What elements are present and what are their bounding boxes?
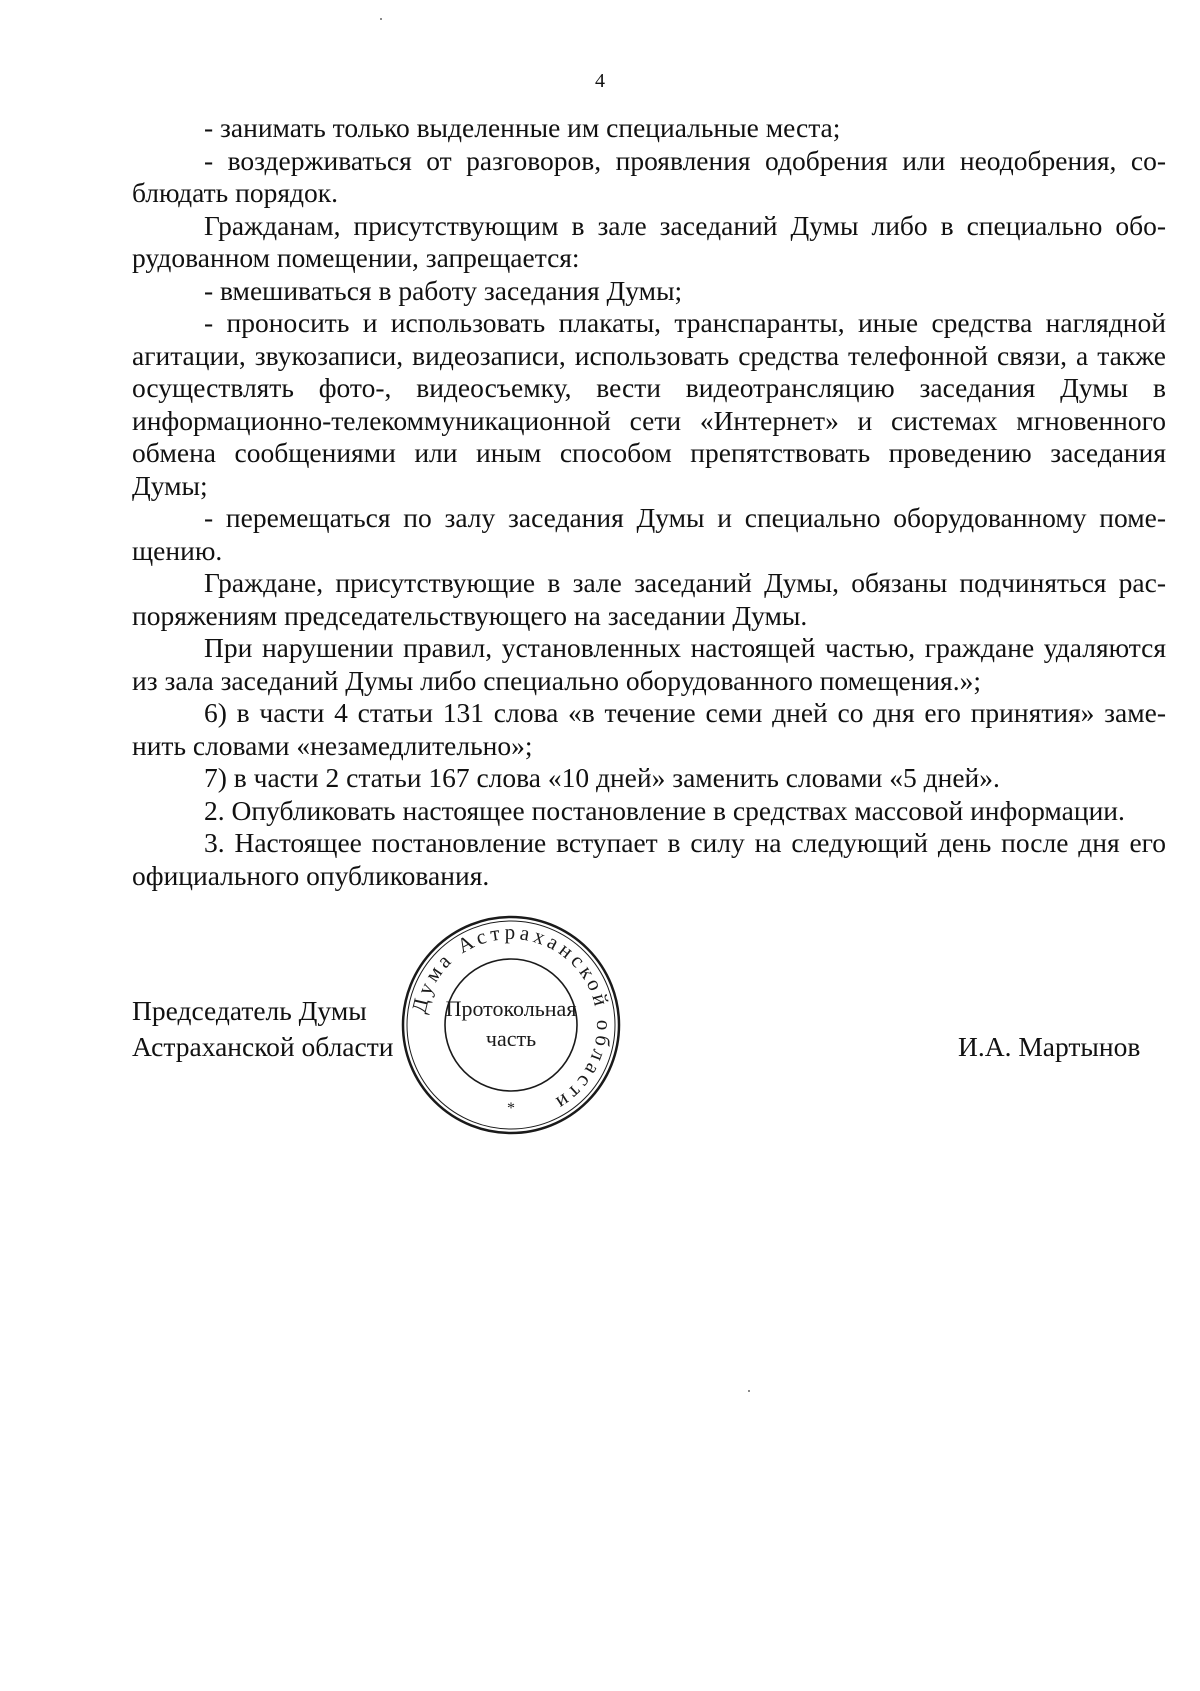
stamp-center-line-2: часть [485, 1026, 537, 1051]
official-stamp [398, 912, 624, 1138]
paragraph-occupy-seats: - занимать только выделенные им специальные места; [204, 112, 841, 143]
page-number: 4 [595, 70, 605, 92]
paragraph-no-moving: - перемещаться по залу заседания Думы и специально оборудованному помещению. [132, 502, 1166, 566]
stamp-center-text [426, 994, 596, 1054]
stamp-star: * [507, 1100, 515, 1117]
position-line-1: Председатель Думы [132, 995, 367, 1026]
paragraph-removal: При нарушении правил, установленных настоящей частью, граждане удаляются из зала заседаний Думы либо специально оборудованного помещения.»; [132, 632, 1166, 696]
paragraph-no-posters: - проносить и использовать плакаты, транспаранты, иные средства наглядной агитации, звукозаписи, видеозаписи, использовать средства телефонной связи, а также осуществлять фото-, видеосъемку, вести видеотрансляцию заседания Думы в информационно-телекоммуникационной сети «Интернет» и системах мгновенного обмена сообщениями или иным способом препятствовать проведению заседания Думы; [132, 307, 1166, 501]
position-line-2: Астраханской области [132, 1031, 394, 1062]
paragraph-no-interference: - вмешиваться в работу заседания Думы; [204, 274, 683, 306]
paragraph-refrain-talk: - воздерживаться от разговоров, проявления одобрения или неодобрения, соблюдать порядок. [132, 144, 1166, 208]
paragraph-obey-chair: Граждане, присутствующие в зале заседаний Думы, обязаны подчиняться распоряжениям председательствующего на заседании Думы. [132, 567, 1166, 631]
scan-speck [748, 1390, 750, 1392]
signature-position [132, 993, 393, 1065]
scan-speck [380, 18, 382, 20]
stamp-center-line-1: Протокольная [445, 996, 577, 1021]
paragraph-amendment-7: 7) в части 2 статьи 167 слова «10 дней» заменить словами «5 дней». [204, 762, 1000, 793]
document-body [132, 112, 1166, 892]
paragraph-publish: 2. Опубликовать настоящее постановление в средствах массовой информации. [204, 794, 1125, 826]
paragraph-amendment-6: 6) в части 4 статьи 131 слова «в течение семи дней со дня его принятия» заменить словами «незамедлительно»; [132, 697, 1166, 761]
paragraph-effective-date: 3. Настоящее постановление вступает в силу на следующий день после дня его официального опубликования. [132, 827, 1166, 891]
stamp-ring-text: Дума Астраханской области [406, 919, 617, 1118]
signatory-name: И.А. Мартынов [958, 1031, 1141, 1062]
paragraph-citizens-prohibited: Гражданам, присутствующим в зале заседаний Думы либо в специально оборудованном помещении, запрещается: [132, 209, 1166, 273]
